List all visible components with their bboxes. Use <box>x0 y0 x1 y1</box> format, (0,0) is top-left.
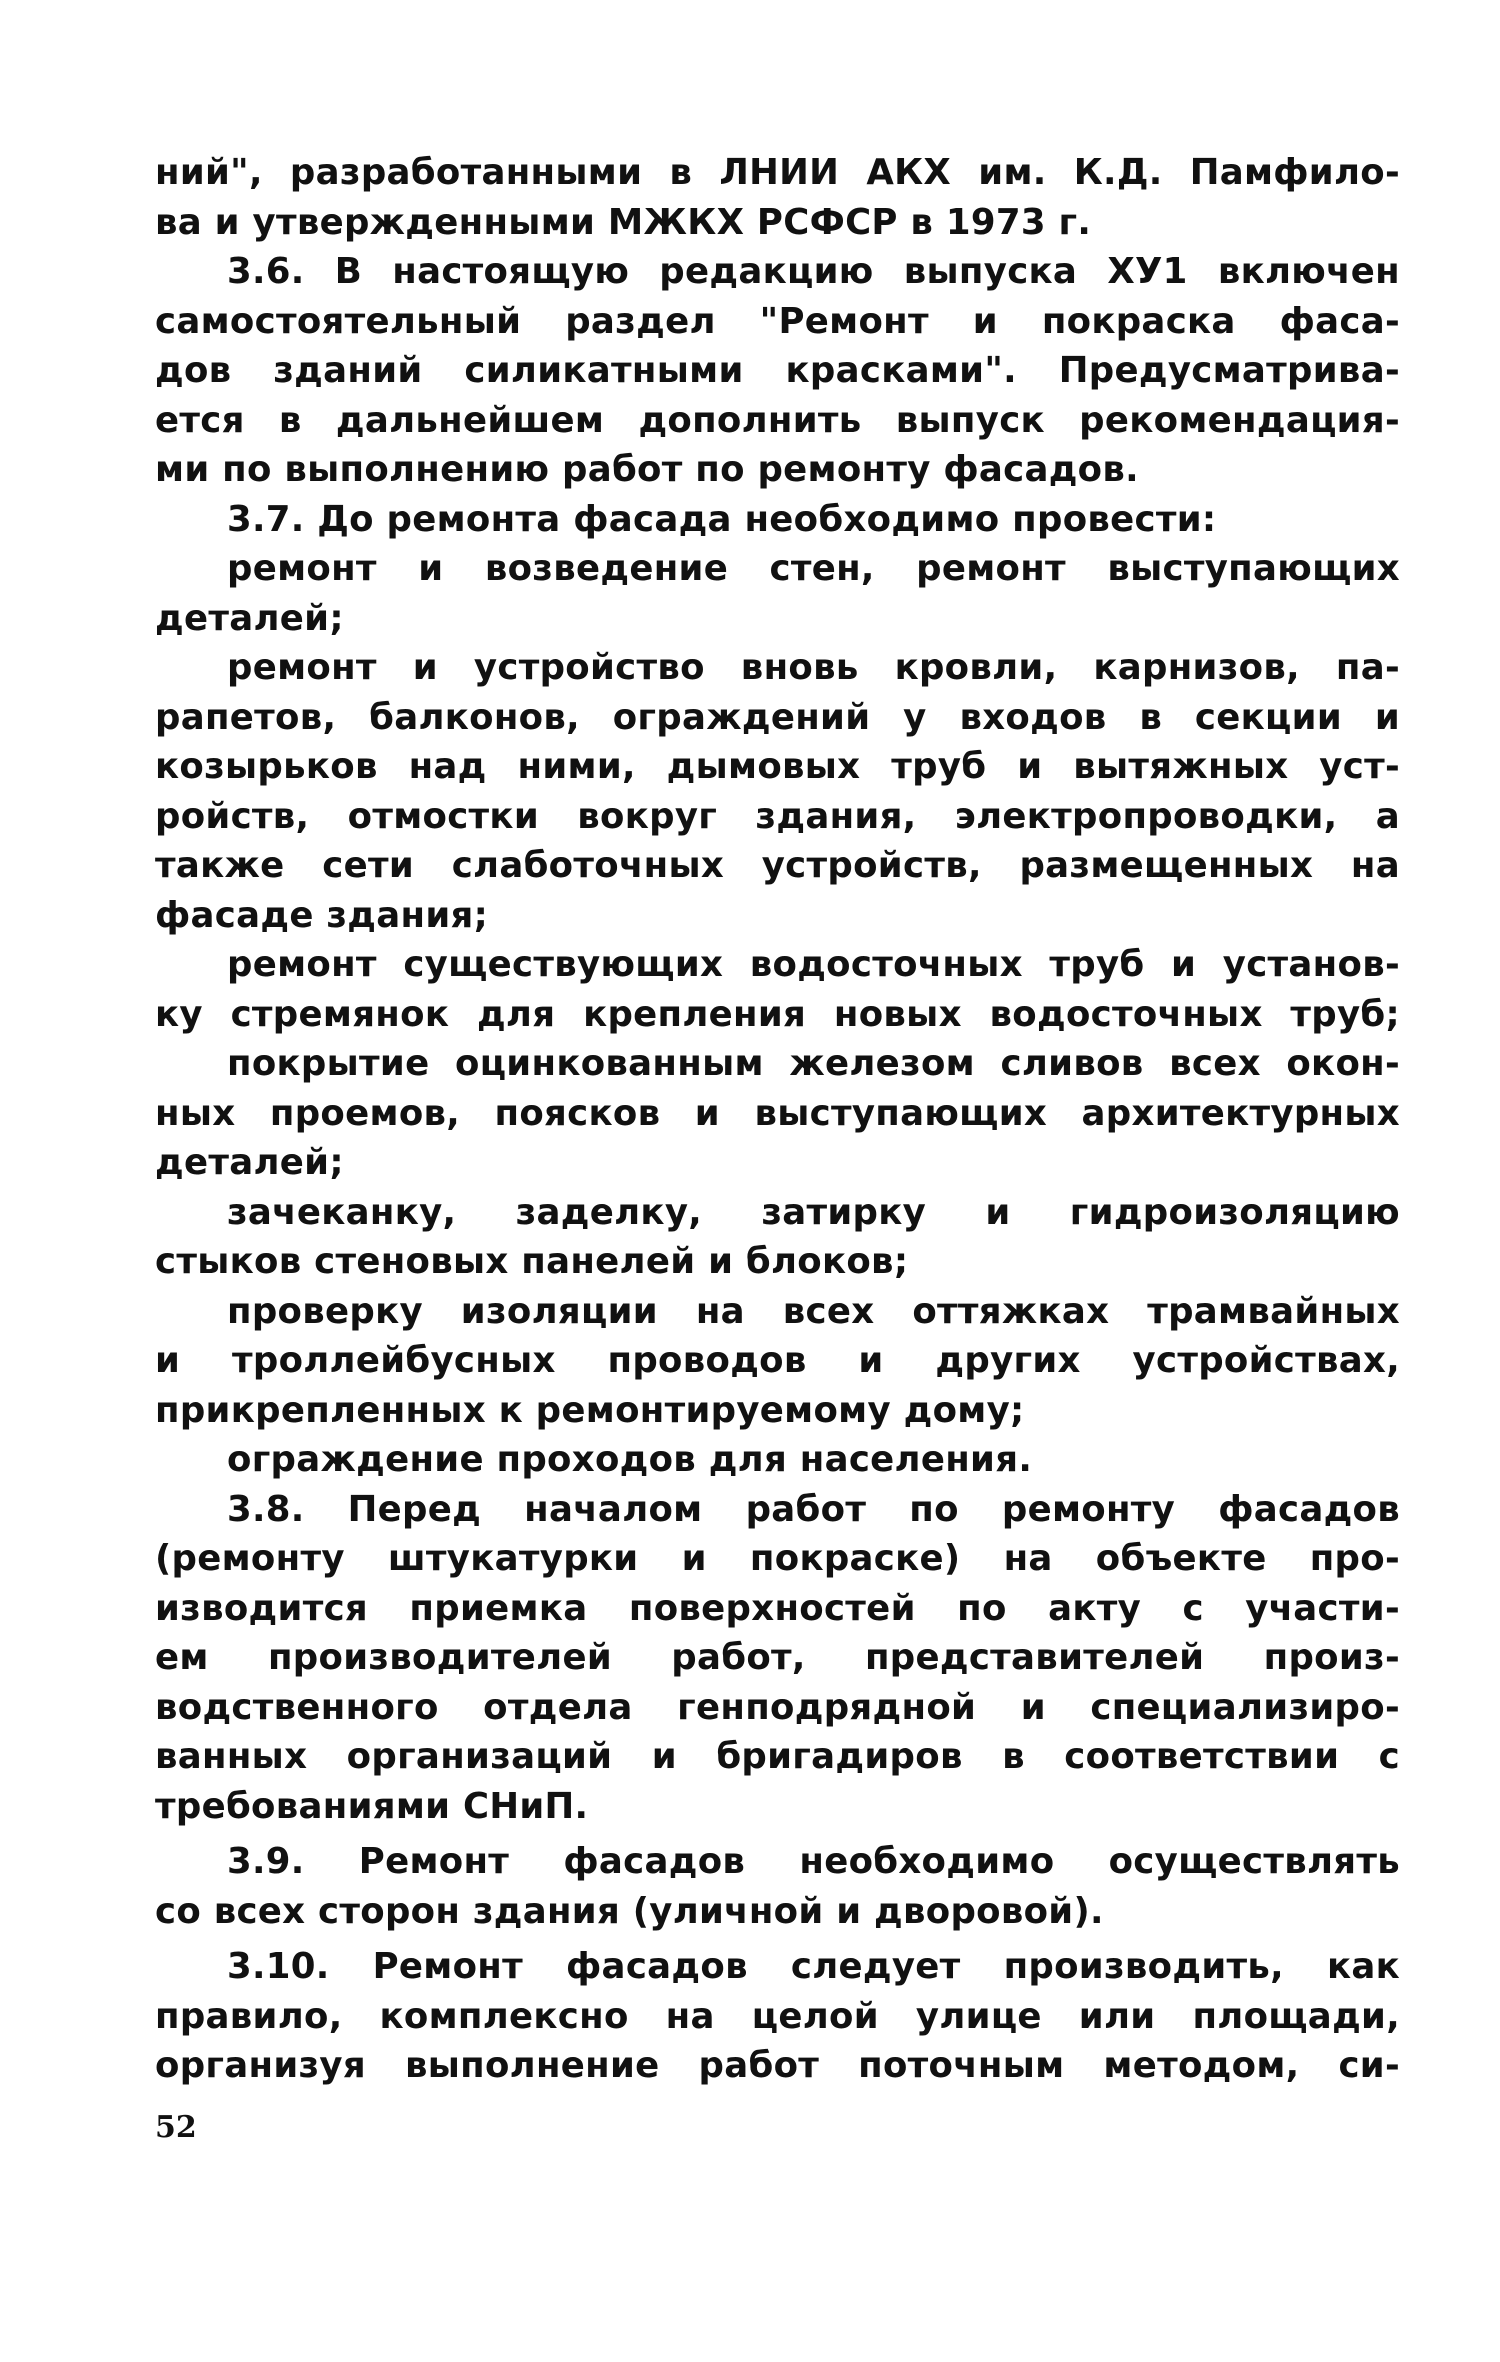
text-line: ний", разработанными в ЛНИИ АКХ им. К.Д. Памфило- <box>155 152 1400 193</box>
text-line: 3.8. Перед началом работ по ремонту фасадов <box>227 1488 1400 1530</box>
text-line: со всех сторон здания (уличной и дворовой). <box>155 1890 1104 1932</box>
text-line: и троллейбусных проводов и других устройствах, <box>155 1340 1400 1381</box>
text-line: зачеканку, заделку, затирку и гидроизоляцию <box>227 1191 1400 1233</box>
text-line: проверку изоляции на всех оттяжках трамвайных <box>227 1290 1400 1332</box>
text-line: ных проемов, поясков и выступающих архитектурных <box>155 1092 1400 1134</box>
text-line: правило, комплексно на целой улице или площади, <box>155 1995 1400 2037</box>
text-line: 3.10. Ремонт фасадов следует производить, как <box>227 1946 1400 1987</box>
text-line: ва и утвержденными МЖКХ РСФСР в 1973 г. <box>155 201 1092 243</box>
text-line: ванных организаций и бригадиров в соответствии с <box>155 1736 1400 1777</box>
text-line: ограждение проходов для населения. <box>227 1439 1033 1480</box>
text-line: ремонт и возведение стен, ремонт выступающих <box>227 548 1400 589</box>
text-line: стыков стеновых панелей и блоков; <box>155 1241 909 1282</box>
page-number: 52 <box>155 2110 197 2145</box>
text-line: ми по выполнению работ по ремонту фасадов. <box>155 449 1139 490</box>
text-line: 3.7. До ремонта фасада необходимо провести: <box>227 498 1217 540</box>
text-line: (ремонту штукатурки и покраске) на объекте про- <box>155 1538 1400 1579</box>
text-line: фасаде здания; <box>155 894 489 936</box>
text-line: рапетов, балконов, ограждений у входов в секции и <box>155 696 1400 738</box>
text-line: 3.9. Ремонт фасадов необходимо осуществлять <box>227 1841 1400 1882</box>
text-line: ется в дальнейшем дополнить выпуск рекомендация- <box>155 399 1400 441</box>
text-line: ремонт существующих водосточных труб и установ- <box>227 944 1400 985</box>
body-text <box>155 148 1400 2091</box>
text-line: водственного отдела генподрядной и специализиро- <box>155 1686 1400 1728</box>
text-line: ройств, отмостки вокруг здания, электропроводки, а <box>155 795 1400 837</box>
text-line: прикрепленных к ремонтируемому дому; <box>155 1389 1025 1431</box>
text-line: самостоятельный раздел "Ремонт и покраска фаса- <box>155 300 1400 342</box>
text-line: ремонт и устройство вновь кровли, карнизов, па- <box>227 647 1400 688</box>
text-line: козырьков над ними, дымовых труб и вытяжных уст- <box>155 746 1400 787</box>
text-line: изводится приемка поверхностей по акту с участи- <box>155 1587 1400 1629</box>
text-line: ку стремянок для крепления новых водосточных труб; <box>155 993 1400 1035</box>
text-line: ем производителей работ, представителей произ- <box>155 1637 1400 1678</box>
text-line: 3.6. В настоящую редакцию выпуска ХУ1 включен <box>227 251 1400 292</box>
text-line: деталей; <box>155 1142 344 1183</box>
text-line: организуя выполнение работ поточным методом, си- <box>155 2045 1400 2086</box>
text-line: дов зданий силикатными красками". Предусматрива- <box>155 350 1400 391</box>
text-line: деталей; <box>155 597 344 639</box>
text-line: покрытие оцинкованным железом сливов всех окон- <box>227 1043 1400 1084</box>
text-line: также сети слаботочных устройств, размещенных на <box>155 845 1400 886</box>
text-line: требованиями СНиП. <box>155 1785 589 1827</box>
